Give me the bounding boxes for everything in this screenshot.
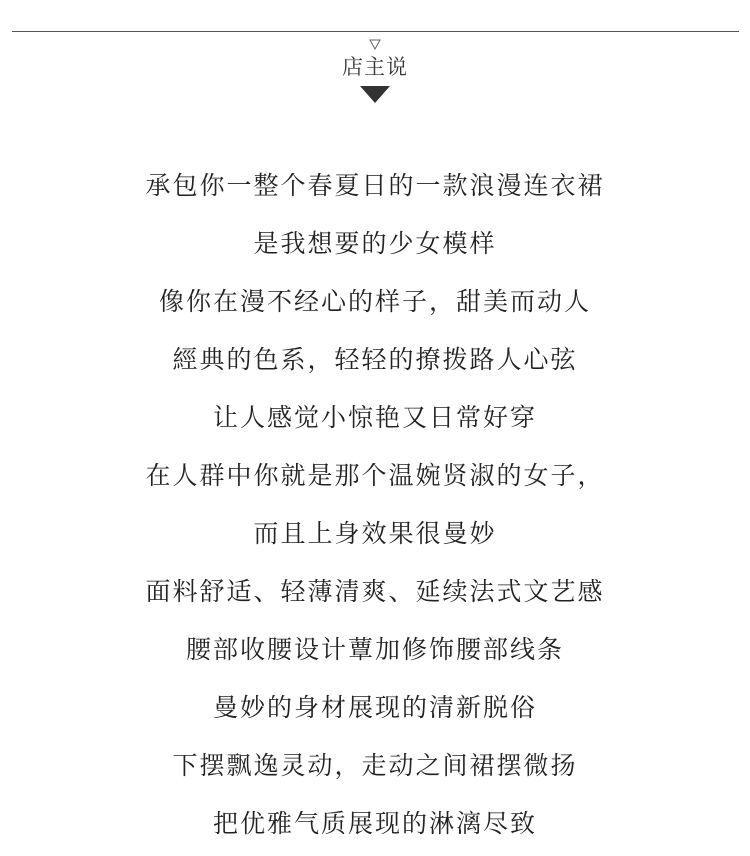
description-line: 面料舒适、轻薄清爽、延续法式文艺感 [145, 577, 605, 606]
description-line: 曼妙的身材展现的清新脱俗 [212, 693, 537, 722]
triangle-down-outline-icon [369, 38, 381, 50]
description-line: 而且上身效果很曼妙 [253, 519, 497, 548]
description-line: 經典的色系，轻轻的撩拨路人心弦 [172, 345, 578, 374]
triangle-down-filled-icon [360, 86, 390, 104]
section-header [0, 38, 750, 104]
description-line: 是我想要的少女模样 [253, 229, 497, 258]
description-line: 腰部收腰设计蕈加修饰腰部线条 [185, 635, 564, 664]
description-line: 承包你一整个春夏日的一款浪漫连衣裙 [145, 171, 605, 200]
description-line: 下摆飘逸灵动，走动之间裙摆微扬 [172, 751, 578, 780]
description-line: 把优雅气质展现的淋漓尽致 [212, 809, 537, 838]
section-title: 店主说 [342, 55, 408, 79]
description-lines [0, 160, 750, 856]
description-line: 在人群中你就是那个温婉贤淑的女子， [145, 461, 605, 490]
description-line: 让人感觉小惊艳又日常好穿 [212, 403, 537, 432]
top-divider [12, 31, 739, 32]
description-line: 像你在漫不经心的样子，甜美而动人 [158, 287, 591, 316]
